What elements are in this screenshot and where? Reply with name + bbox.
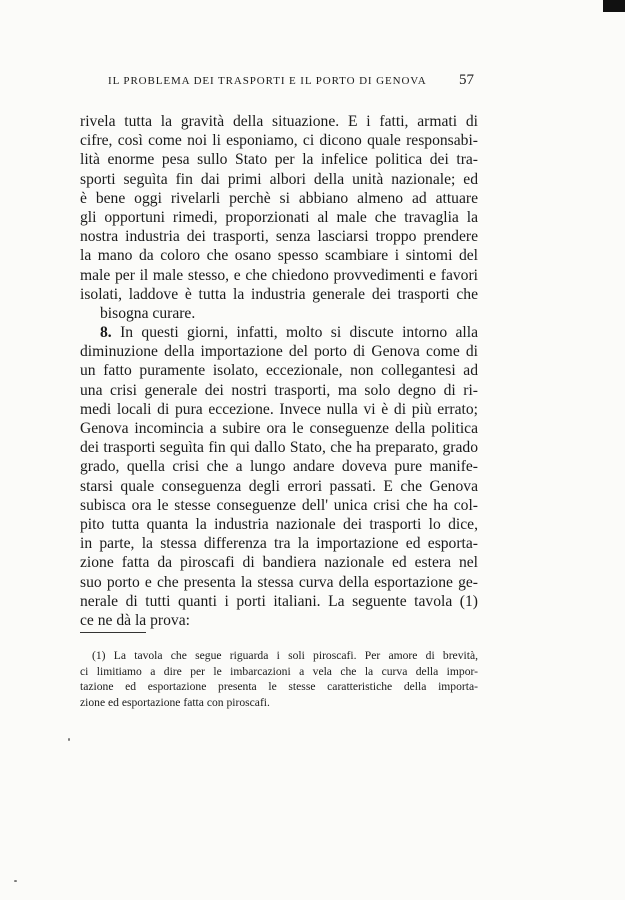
text-line: subisca ora le stesse conseguenze dell' unica crisi che ha col- — [80, 496, 478, 514]
footnote — [80, 648, 478, 710]
text-line: isolati, laddove è tutta la industria generale dei trasporti che — [80, 285, 478, 303]
text-line: diminuzione della importazione del porto di Genova come di — [80, 343, 478, 361]
text-line: zione fatta da piroscafi di bandiera nazionale ed estera nel — [80, 554, 478, 572]
footnote-line: tazione ed esportazione presenta le stesse caratteristiche della importa- — [80, 680, 478, 694]
footnote-line: (1) La tavola che segue riguarda i soli piroscafi. Per amore di brevità, — [92, 649, 478, 662]
text-line: la mano da coloro che osano spesso scambiare i sintomi del — [80, 247, 478, 265]
text-line: cifre, così come noi li esponiamo, ci dicono quale responsabi- — [80, 132, 478, 150]
text-line: nostra industria dei trasporti, senza lasciarsi troppo prendere — [80, 228, 478, 246]
paragraph-number: 8. — [100, 324, 112, 342]
text-line: pito tutta quanta la industria nazionale dei trasporti lo dice, — [80, 515, 478, 533]
running-title: IL PROBLEMA DEI TRASPORTI E IL PORTO DI GENOVA — [108, 75, 427, 87]
text-line: male per il male stesso, e che chiedono provvedimenti e favori — [80, 266, 478, 284]
text-line: suo porto e che presenta la stessa curva della esportazione ge- — [80, 573, 478, 591]
text-line: Genova incomincia a subire ora le conseguenze della politica — [80, 420, 478, 437]
text-line: è bene oggi rivelarli perchè si abbiano almeno ad attuare — [80, 189, 478, 207]
scan-corner-mark — [603, 0, 625, 12]
scan-speck — [14, 880, 17, 882]
footnote-line: ci limitiamo a dire per le imbarcazioni a vela che la curva della impor- — [80, 664, 478, 678]
text-line: nerale di tutti quanti i porti italiani. La seguente tavola (1) — [80, 592, 478, 610]
paragraph-8-lead: In questi giorni, infatti, molto si discute intorno alla — [120, 324, 478, 342]
footnote-line: zione ed esportazione fatta con piroscafi. — [80, 695, 270, 709]
text-line: ce ne dà la prova: — [80, 611, 190, 629]
text-line: in parte, la stessa differenza tra la importazione ed esporta- — [80, 535, 478, 553]
text-line: sporti seguìta fin dai primi albori della unità nazionale; ed — [80, 170, 478, 188]
text-line: gli opportuni rimedi, proporzionati al male che travaglia la — [80, 208, 478, 226]
page-header — [108, 72, 474, 89]
footnote-separator — [80, 632, 146, 633]
text-line: lità enorme pesa sullo Stato per la infelice politica dei tra- — [80, 151, 478, 169]
page-number: 57 — [459, 72, 474, 88]
scan-speck — [68, 738, 70, 741]
text-line: dei trasporti seguìta fin qui dallo Stato, che ha preparato, grado — [80, 439, 478, 457]
text-line: bisogna curare. — [100, 304, 196, 322]
main-text — [80, 112, 478, 630]
text-line: un fatto puramente isolato, eccezionale, non collegantesi ad — [80, 362, 478, 380]
text-line: una crisi generale dei nostri trasporti, ma solo degno di ri- — [80, 381, 478, 399]
text-line: starsi quale conseguenza degli errori passati. E che Genova — [80, 477, 478, 495]
text-line: grado, quella crisi che a lungo andare doveva pure manife- — [80, 458, 478, 476]
text-line: rivela tutta la gravità della situazione. E i fatti, armati di — [80, 113, 478, 130]
text-line: medi locali di pura eccezione. Invece nulla vi è di più errato; — [80, 400, 478, 418]
paragraph-8-first-line — [80, 323, 478, 342]
